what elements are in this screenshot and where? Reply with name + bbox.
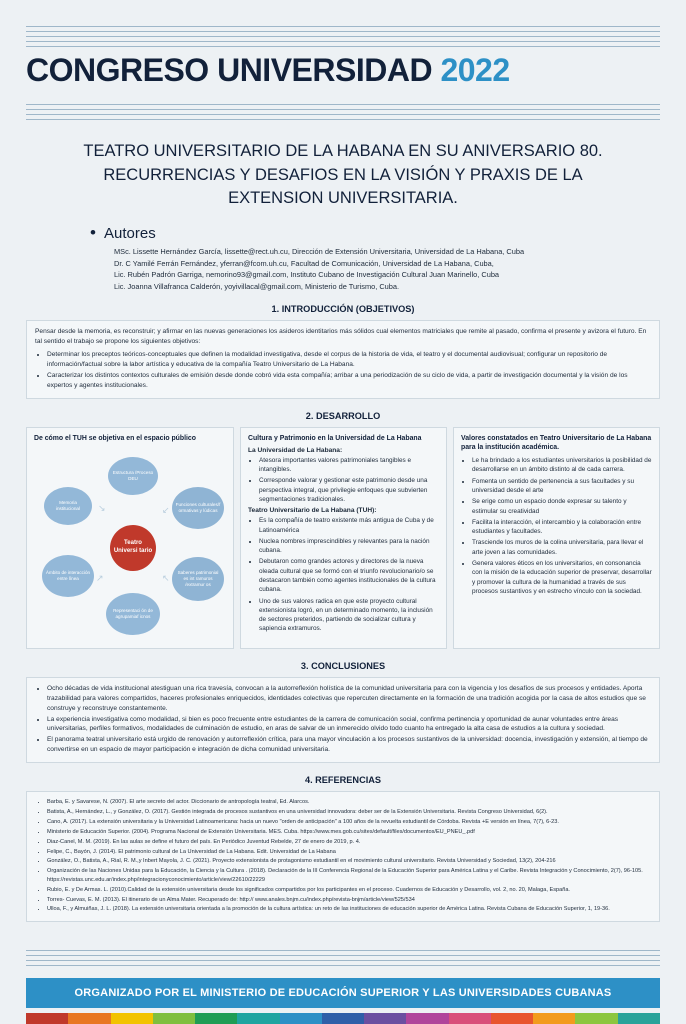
strip-swatch — [26, 1013, 68, 1024]
referencias-box — [26, 791, 660, 922]
strip-swatch — [449, 1013, 491, 1024]
strip-swatch — [575, 1013, 617, 1024]
list-item: • González, O., Batista, A., Rial, R. M.,y Inbert Mayola, J. C. (2021). Proyecto extensionista de protagonismo estudiantil en el movimiento cultural universitario. Revista Universidad y Sociedad, 13(2), 204-216 — [47, 857, 651, 865]
list-item: • Corresponde valorar y gestionar este patrimonio desde una perspectiva integral, que privilegie enfoques que subvierten segmentaciones tradicionales. — [259, 476, 439, 504]
decorative-lines-middle — [26, 104, 660, 124]
list-item: • Felipe, C., Bayón, J. (2014). El patrimonio cultural de La Universidad de La Habana. Edit. Universidad de La Habana — [47, 848, 651, 856]
section-title-conclusiones: 3. CONCLUSIONES — [300, 660, 386, 671]
authors-block — [0, 225, 686, 292]
diagram-arrow-icon: ↖ — [162, 572, 170, 583]
authors-heading: • Autores — [90, 225, 686, 242]
list-item: • Genera valores éticos en los universitarios, en consonancia con la misión de la educación superior de preservar, desarrollar y promover la cultura de la humanidad a través de sus procesos sustantivos y en estrecho vínculo con la sociedad. — [472, 559, 652, 596]
strip-swatch — [618, 1013, 660, 1024]
strip-swatch — [280, 1013, 322, 1024]
diagram-center-node: Teatro Universi tario — [110, 525, 156, 571]
list-item: • Facilita la interacción, el intercambio y la colaboración entre estudiantes y facultades. — [472, 518, 652, 537]
list-item: • Ulloa, F., y Almuiñas, J. L. (2018). La extensión universitaria orientada a la promoción de la cultura artística: un reto de las instituciones de educación superior de América Latina. Revista Cubana de Educación Superior, 1, 19-36. — [47, 905, 651, 913]
diagram-node-saberes: Saberes patrimonial es int ramuros /extramur os — [172, 557, 224, 601]
list-item: • Batista, A., Hernández, L., y González, O. (2017). Gestión integrada de procesos sustantivos en una universidad innovadora: deber ser de la Extensión Universitaria. Revista Congreso Universidad, 6(2). — [47, 808, 651, 816]
list-item: • La experiencia investigativa como modalidad, si bien es poco frecuente entre estudiantes de la carrera de comunicación social, confirma pertinencia y oportunidad de aunar voluntades entre áreas universitarias, perfiles formativos, modalidades de culminación de estudio, en aras de salvar de un inmerecido olvido todo cuanto ha entregado la alta casa de estudios a la cultura y sociedad. — [47, 715, 651, 735]
list-item: • Atesora importantes valores patrimoniales tangibles e intangibles. — [259, 456, 439, 475]
strip-swatch — [322, 1013, 364, 1024]
section-title-introduccion: 1. INTRODUCCIÓN (OBJETIVOS) — [271, 304, 415, 315]
strip-swatch — [111, 1013, 153, 1024]
desarrollo-column-2 — [240, 427, 447, 649]
list-item: • Ocho décadas de vida institucional atestiguan una rica travesía, convocan a la autorreflexión holística de la comunidad universitaria para con la vigencia y los desafíos de sus procesos y entidades. Aporta trazabilidad para valores compartidos, haceres profesionales enriquecidos, identidades colectivas que repercuten directamente en la formación de una tradición acogida por la casa de altos estudios que se construye y reconstruye constantemente. — [47, 684, 651, 714]
list-item: • Torres- Cuevas, E. M. (2013). El itinerario de un Alma Mater. Recuperado de: http:// www.anales.bnjm.cu/index.php/revista-bnjm/article/view/525/534 — [47, 896, 651, 904]
column-2-bullets-2 — [248, 516, 439, 633]
author-item: Lic. Joanna Villafranca Calderón, yoyivillacal@gmail.com, Ministerio de Turismo, Cuba. — [114, 281, 400, 291]
list-item: • Ministerio de Educación Superior. (2004). Programa Nacional de Extensión Universitaria. MES. Cuba. https://www.mes.gob.cu/sites/default/files/documentos/EU_PNEU_.pdf — [47, 828, 651, 836]
list-item: • Trasciende los muros de la colina universitaria, para llevar el arte joven a las comunidades. — [472, 538, 652, 557]
author-item: MSc. Lissette Hernández García, lissette@rect.uh.cu, Dirección de Extensión Universitaria, Universidad de La Habana, Cuba — [114, 247, 525, 257]
intro-paragraph: Pensar desde la memoria, es reconstruir; y afirmar en las nuevas generaciones los asideros identitarios más sólidos cual elementos matriciales que remite al pasado, confirma el presente y avizora el futuro. En tal sentido el trabajo se propone los siguientes objetivos: — [35, 328, 647, 346]
list-item: • Debutaron como grandes actores y directores de la nueva oleada cultural que se formó con el triunfo revolucionario/o se destacaron también como agentes institucionales de la cultura cubana. — [259, 557, 439, 594]
decorative-lines-top — [26, 26, 660, 52]
decorative-lines-bottom — [26, 950, 660, 970]
strip-swatch — [237, 1013, 279, 1024]
list-item: • Le ha brindado a los estudiantes universitarios la posibilidad de desarrollarse en un ámbito distinto al de cada carrera. — [472, 456, 652, 475]
conclusiones-box — [26, 677, 660, 763]
list-item: • Caracterizar los distintos contextos culturales de emisión desde donde cobró vida esta compañía; arribar a una periodización de su ciclo de vida, a partir de investigación documental y la visión de los expertos y agentes institucionales. — [47, 371, 651, 391]
conclusiones-bullets — [35, 684, 651, 755]
author-item: Lic. Rubén Padrón Garriga, nemorino93@gmail.com, Instituto Cubano de Investigación Cultural Juan Marinello, Cuba — [114, 270, 500, 280]
strip-swatch — [533, 1013, 575, 1024]
strip-swatch — [195, 1013, 237, 1024]
list-item: • Nuclea nombres imprescindibles y relevantes para la nación cubana. — [259, 537, 439, 556]
desarrollo-column-3 — [453, 427, 660, 649]
diagram-node-memoria: Memoria institucional — [44, 487, 92, 525]
list-item: • Fomenta un sentido de pertenencia a sus facultades y su universidad desde el arte — [472, 477, 652, 496]
column-3-heading: Valores constatados en Teatro Universitario de La Habana para la institución académica. — [461, 434, 652, 451]
list-item: • Cano, A. (2017). La extensión universitaria y la Universidad Latinoamericana: hacia un nuevo "orden de anticipación" a 100 años de la revuelta estudiantil de Córdoba. Revista +E versión en línea, 7(7), 6-23. — [47, 818, 651, 826]
diagram-node-funciones: Funciones culturales/f ormativas y lúdicas — [172, 487, 224, 529]
page-title — [26, 54, 660, 88]
strip-swatch — [153, 1013, 195, 1024]
section-title-referencias: 4. REFERENCIAS — [304, 775, 382, 786]
poster-subtitle: TEATRO UNIVERSITARIO DE LA HABANA EN SU ANIVERSARIO 80. RECURRENCIAS Y DESAFIOS EN LA VISIÓN Y PRAXIS DE LA EXTENSION UNIVERSITARIA. — [83, 141, 603, 208]
diagram-node-representacion: Representaci ón de agrupamiaf icnos — [106, 593, 160, 635]
authors-list — [90, 246, 686, 292]
diagram-arrow-icon: ↙ — [162, 504, 170, 515]
title-year: 2022 — [440, 52, 510, 88]
diagram-arrow-icon: ↘ — [98, 502, 106, 513]
list-item: • Diaz-Canel, M. M. (2019). En las aulas se define el futuro del país. En Periódico Juventud Rebelde, 27 de enero de 2019, p. 4. — [47, 838, 651, 846]
section-title-desarrollo: 2. DESARROLLO — [305, 410, 381, 421]
column-3-bullets — [461, 456, 652, 596]
strip-swatch — [491, 1013, 533, 1024]
list-item: • Es la compañía de teatro existente más antigua de Cuba y de Latinoamérica — [259, 516, 439, 535]
diagram-arrow-icon: ↗ — [96, 572, 104, 583]
intro-bullets — [35, 350, 651, 391]
list-item: • Uno de sus valores radica en que este proyecto cultural extensionista logró, en un determinado momento, la inclusión de sectores preteridos, partiendo de socializar cultura y sapiencia extramuros. — [259, 597, 439, 634]
list-item: • Se erige como un espacio donde expresar su talento y estimular su creatividad — [472, 497, 652, 516]
column-2-bullets-1 — [248, 456, 439, 504]
list-item: • Determinar los preceptos teóricos-conceptuales que definen la modalidad investigativa, desde el corpus de la historia de vida, el teatro y el documental audiovisual; configurar un repositorio de información/factual sobre la labor artística y educativa de la compañía Teatro Universitario de La Habana. — [47, 350, 651, 370]
column-1-heading: De cómo el TUH se objetiva en el espacio público — [34, 434, 196, 442]
strip-swatch — [406, 1013, 448, 1024]
list-item: • Rubio, E. y De Armas. L. (2010).Calidad de la extensión universitaria desde los significados compartidos por los participantes en el proceso. Cuadernos de Educación y Desarrollo, vol. 2, no. 20, Malaga, España. — [47, 886, 651, 894]
column-2-sub-2: Teatro Universitario de La Habana (TUH): — [248, 507, 377, 515]
diagram-node-estructura: Estructura /Proceso DEU — [108, 457, 158, 495]
list-item: • El panorama teatral universitario está urgido de renovación y autorreflexión crítica, para una mayor vinculación a los procesos sustantivos de la universidad: docencia, investigación y extensión, al tiempo de convertirse en un espacio de mayor participación e integración de dicha comunidad universitaria. — [47, 735, 651, 755]
author-item: Dr. C Yamilé Ferrán Fernández, yferran@fcom.uh.cu, Facultad de Comunicación, Universidad de La Habana, Cuba, — [114, 258, 494, 268]
list-item: • Barba, E. y Savarese, N. (2007). El arte secreto del actor. Diccionario de antropología teatral, Ed. Alarcos. — [47, 798, 651, 806]
introduccion-box — [26, 320, 660, 398]
column-2-sub-1: La Universidad de La Habana: — [248, 446, 343, 454]
referencias-list — [35, 798, 651, 914]
footer-bar: ORGANIZADO POR EL MINISTERIO DE EDUCACIÓN SUPERIOR Y LAS UNIVERSIDADES CUBANAS — [26, 978, 660, 1008]
title-main-text: CONGRESO UNIVERSIDAD — [26, 52, 433, 88]
desarrollo-column-1 — [26, 427, 234, 649]
diagram-node-ambito: Ámbito de interacción entre línea — [42, 555, 94, 597]
color-strip — [26, 1013, 660, 1024]
list-item: • Organización de las Naciones Unidas para la Educación, la Ciencia y la Cultura . (2018). Declaración de la III Conferencia Regional de la Educación Superior para América Latina y el Caribe. Revista Integración y Conocimiento, 2(7), 96-105. https://revistas.unc.edu.ar/index.php/integracionyconocimiento/article/view/22610/22229 — [47, 867, 651, 884]
strip-swatch — [68, 1013, 110, 1024]
strip-swatch — [364, 1013, 406, 1024]
poster-header — [26, 54, 660, 94]
desarrollo-columns — [26, 427, 660, 649]
column-2-heading: Cultura y Patrimonio en la Universidad de La Habana — [248, 434, 422, 442]
tuh-diagram — [34, 447, 226, 642]
